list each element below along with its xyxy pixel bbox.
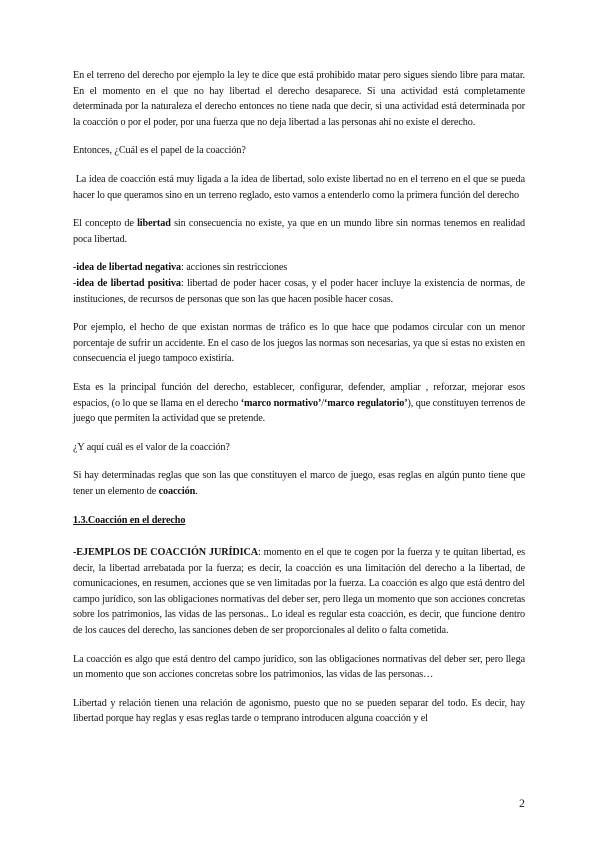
paragraph-text: : libertad de poder hacer cosas, y el poder hacer incluye la existencia de normas, de instituciones, de recursos de personas que son las que hacen posible hacer cosas. <box>73 277 525 305</box>
paragraph-law-and-freedom: En el terreno del derecho por ejemplo la ley te dice que está prohibido matar pero sigues siendo libre para matar. En el momento en el que no hay libertad el derecho desaparece. Si una actividad está completamente determinada por la naturaleza el derecho entonces no tiene nada que decir, si una actividad está determinada por la coacción o por el poder, por una fuerza que no deja libertad a las personas ahí no existe el derecho. <box>73 70 525 128</box>
paragraph-coercion-and-freedom <box>73 172 525 203</box>
page-number: 2 <box>519 796 525 810</box>
page-body <box>73 68 525 727</box>
paragraph-question-role-of-coercion: Entonces, ¿Cuál es el papel de la coacción? <box>73 145 246 157</box>
paragraph-text: . <box>195 485 198 497</box>
bold-term-regulatory-framework: ‘marco regulatorio’ <box>323 397 408 409</box>
paragraph-legal-coercion-examples <box>73 545 525 639</box>
bold-term-freedom: libertad <box>137 218 171 230</box>
paragraph-text: ), que constituyen terrenos de juego que permiten la actividad que se pretende. <box>73 397 526 425</box>
bold-term-positive-freedom: -idea de libertad positiva <box>73 277 181 289</box>
paragraph-concept-of-freedom <box>73 216 525 247</box>
paragraph-text: La idea de coacción está muy ligada a la idea de libertad, solo existe libertad no en el terreno en el que se pueda hacer lo que queramos sino en un terreno reglado, esto vamos a entenderlo como la primera función del derecho <box>73 173 525 201</box>
section-heading: 1.3.Coacción en el derecho <box>73 515 186 527</box>
paragraph-text: : momento en el que te cogen por la fuerza y te quitan libertad, es decir, la libertad arrebatada por la fuerza; es decir, la coacción es una limitación del derecho a la libertad, de comunicaciones, en resumen, acciones que se ven limitadas por la fuerza. La coacción es algo que está dentro del campo jurídico, son las obligaciones normativas del deber ser, pero llega un momento que son acciones concretas sobre los patrimonios, las vidas de las personas.. Lo ideal es regular esta coacción, es decir, que funcione dentro de los cauces del derecho, las sanciones deben de ser proporcionales al delito o falta cometida. <box>73 547 526 637</box>
bold-term-negative-freedom: -idea de libertad negativa <box>73 262 182 274</box>
bold-term-normative-framework: ‘marco normativo’ <box>240 397 322 409</box>
paragraph-text: sin consecuencia no existe, ya que en un mundo libre sin normas tenemos en realidad poca libertad. <box>73 218 525 245</box>
paragraph-text: El concepto de <box>73 218 138 230</box>
paragraph-traffic-example: Por ejemplo, el hecho de que existan normas de tráfico es lo que hace que podamos circular con un menor porcentaje de sufrir un accidente. En el caso de los juegos las normas son necesarias, ya que si estas no existen en consecuencia el juego tampoco existiría. <box>73 322 525 365</box>
paragraph-freedom-and-relation: Libertad y relación tienen una relación de agonismo, puesto que no se pueden separar del todo. Es decir, hay libertad porque hay reglas y esas reglas tarde o temprano introducen alguna coacción y el <box>73 697 525 725</box>
paragraph-main-function-of-law <box>73 380 525 427</box>
paragraph-text: Si hay determinadas reglas que son las que constituyen el marco de juego, esas reglas en algún punto tiene que tener un elemento de <box>73 470 525 497</box>
separator-text: / <box>321 397 324 409</box>
paragraph-freedom-types <box>73 260 525 307</box>
paragraph-question-value-of-coercion: ¿Y aquí cuál es el valor de la coacción? <box>73 441 230 453</box>
paragraph-rules-and-coercion <box>73 468 525 499</box>
bold-term-examples: -EJEMPLOS DE COACCIÓN JURÍDICA <box>73 547 258 559</box>
paragraph-coercion-in-legal-field: La coacción es algo que está dentro del campo jurídico, son las obligaciones normativas del deber ser, pero llega un momento que son acciones concretas sobre los patrimonios, las vidas de las personas… <box>73 653 525 681</box>
bold-term-coercion: coacción <box>158 485 196 497</box>
paragraph-text: Esta es la principal función del derecho, establecer, configurar, defender, ampliar , reforzar, mejorar esos espacios, (o lo que se llama en el derecho <box>73 381 525 409</box>
paragraph-text: : acciones sin restricciones <box>181 262 288 274</box>
